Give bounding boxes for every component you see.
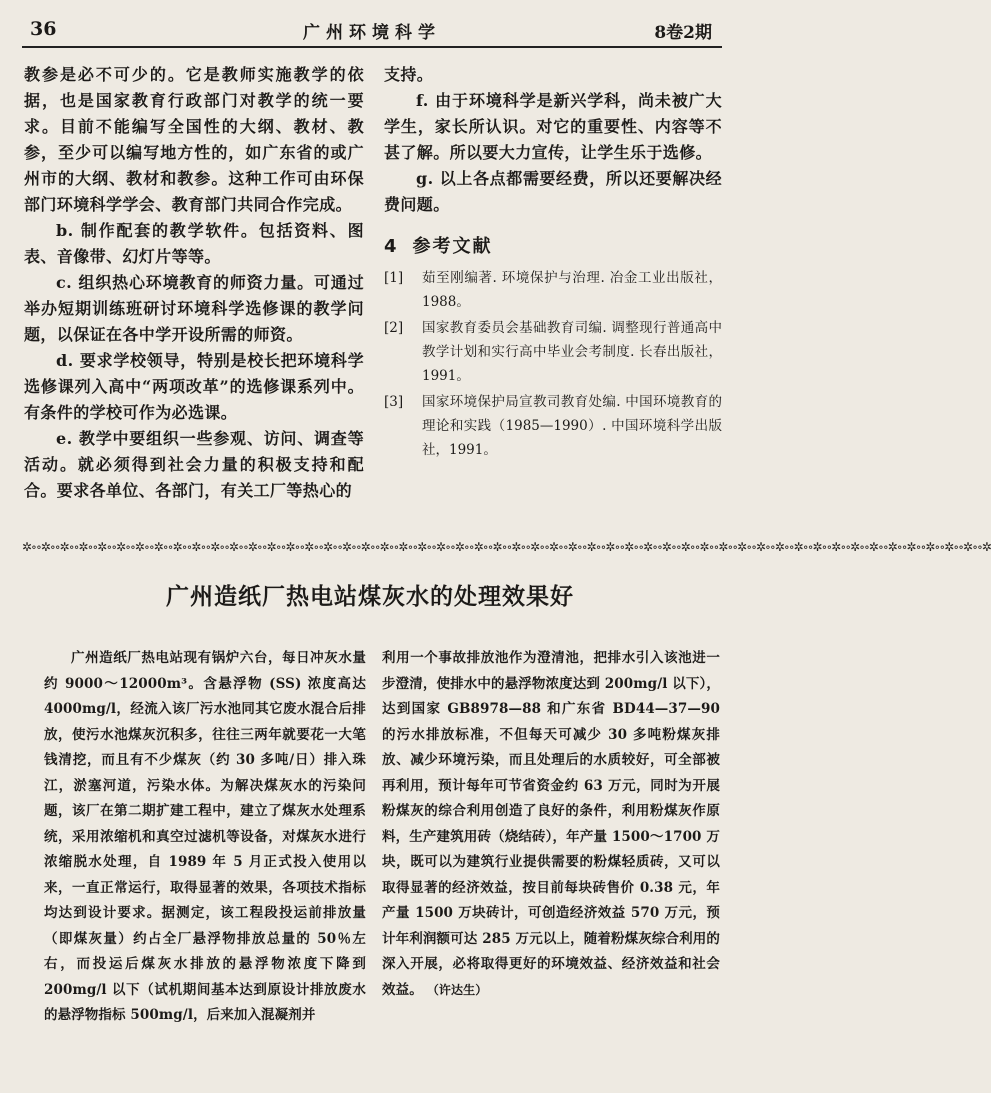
paragraph-item-f: f. 由于环境科学是新兴学科，尚未被广大学生，家长所认识。对它的重要性、内容等不甚了解。所以要大力宣传，让学生乐于选修。 — [384, 91, 722, 162]
author-credit: （许达生） — [432, 982, 488, 997]
article-body-text: 利用一个事故排放池作为澄清池，把排水引入该池进一步澄清，使排水中的悬浮物浓度达到 200mg/l 以下），达到国家 GB8978—88 和广东省 BD44—37—90 的污水排放标准，不但每天可减少 30 多吨粉煤灰排放、减少环境污染，而且处理后的水质较好，可全部被再利用，预计每年可节省资金约 63 万元，同时为开展粉煤灰的综合利用创造了良好的条件，利用粉煤灰作原料，生产建筑用砖（烧结砖），年产量 1500～1700 万块，既可以为建筑行业提供需要的粉煤轻质砖，又可以取得显著的经济效益，按目前每块砖售价 0.38 元，年产量 1500 万块砖计，可创造经济效益 570 万元，预计年利润额可达 285 万元以上，随着粉煤灰综合利用的深入开展，必将取得更好的环境效益、经济效益和社会效益。 — [382, 650, 720, 998]
reference-list — [384, 266, 722, 462]
article-right-column — [382, 646, 720, 1003]
reference-text: 国家教育委员会基础教育司编. 调整现行普通高中教学计划和实行高中毕业会考制度. 长春出版社，1991。 — [422, 320, 722, 384]
running-header — [22, 14, 722, 48]
ornamental-divider: ✲∘∘✲∘∘✲∘∘✲∘∘✲∘∘✲∘∘✲∘∘✲∘∘✲∘∘✲∘∘✲∘∘✲∘∘✲∘∘✲∘∘✲∘∘✲∘∘✲∘∘✲∘∘✲∘∘✲∘∘✲∘∘✲∘∘✲∘∘✲∘∘✲∘∘✲∘∘✲∘∘✲∘∘✲∘∘✲∘∘✲∘∘✲∘∘✲∘∘✲∘∘✲∘∘✲∘∘✲∘∘✲∘∘✲∘∘✲∘∘✲∘∘✲∘∘✲∘∘✲∘∘✲∘∘✲∘∘✲∘∘✲∘∘✲∘∘✲∘∘✲∘∘✲ — [22, 540, 991, 554]
article-body-continued — [382, 646, 720, 1003]
paragraph-item-b: b. 制作配套的教学软件。包括资料、图表、音像带、幻灯片等等。 — [24, 221, 364, 266]
paragraph-item-e: e. 教学中要组织一些参观、访问、调查等活动。就必须得到社会力量的积极支持和配合。要求各单位、各部门，有关工厂等热心的 — [24, 429, 364, 500]
reference-text: 茹至刚编著. 环境保护与治理. 冶金工业出版社，1988。 — [422, 270, 722, 310]
journal-name: 广州环境科学 — [303, 23, 441, 43]
paragraph-item-c: c. 组织热心环境教育的师资力量。可通过举办短期训练班研讨环境科学选修课的教学问题，以保证在各中学开设所需的师资。 — [24, 273, 364, 344]
paragraph-continuation: 教参是必不可少的。它是教师实施教学的依据，也是国家教育行政部门对教学的统一要求。目前不能编写全国性的大纲、教材、教参，至少可以编写地方性的，如广东省的或广州市的大纲、教材和教参。这种工作可由环保部门环境科学学会、教育部门共同合作完成。 — [24, 65, 364, 214]
page-number: 36 — [30, 18, 57, 40]
article-title: 广州造纸厂热电站煤灰水的处理效果好 — [166, 584, 574, 610]
paragraph-continuation: 支持。 — [384, 65, 434, 84]
reference-text: 国家环境保护局宣教司教育处编. 中国环境教育的理论和实践（1985—1990）. 中国环境科学出版社，1991。 — [422, 394, 722, 458]
paragraph-item-g: g. 以上各点都需要经费，所以还要解决经费问题。 — [384, 169, 722, 214]
references-heading — [384, 232, 722, 258]
reference-item — [384, 316, 722, 388]
issue-label: 8卷2期 — [654, 23, 712, 43]
header-rule — [22, 46, 722, 48]
reference-label: [2] — [384, 320, 404, 336]
section-number: 4 — [384, 236, 399, 257]
section-title: 参考文献 — [412, 236, 493, 257]
paragraph-item-d: d. 要求学校领导，特别是校长把环境科学选修课列入高中“两项改革”的选修课系列中。有条件的学校可作为必选课。 — [24, 351, 364, 422]
left-column — [24, 62, 364, 504]
right-column — [384, 62, 722, 464]
reference-item — [384, 266, 722, 314]
article-body: 广州造纸厂热电站现有锅炉六台，每日冲灰水量约 9000～12000m³。含悬浮物 (SS) 浓度高达 4000mg/l，经流入该厂污水池同其它废水混合后排放，使污水池煤灰沉积多，往往三两年就要花一大笔钱清挖，而且有不少煤灰（约 30 多吨/日）排入珠江，淤塞河道，污染水体。为解决煤灰水的污染问题，该厂在第二期扩建工程中，建立了煤灰水处理系统，采用浓缩机和真空过滤机等设备，对煤灰水进行浓缩脱水处理，自 1989 年 5 月正式投入使用以来，一直正常运行，取得显著的效果，各项技术指标均达到设计要求。据测定，该工程段投运前排放量（即煤灰量）约占全厂悬浮物排放总量的 50％左右，而投运后煤灰水排放的悬浮物浓度下降到 200mg/l 以下（试机期间基本达到原设计排放废水的悬浮物指标 500mg/l，后来加入混凝剂并 — [44, 650, 366, 1023]
article-left-column — [44, 646, 366, 1029]
reference-label: [1] — [384, 270, 404, 286]
reference-label: [3] — [384, 394, 404, 410]
reference-item — [384, 390, 722, 462]
